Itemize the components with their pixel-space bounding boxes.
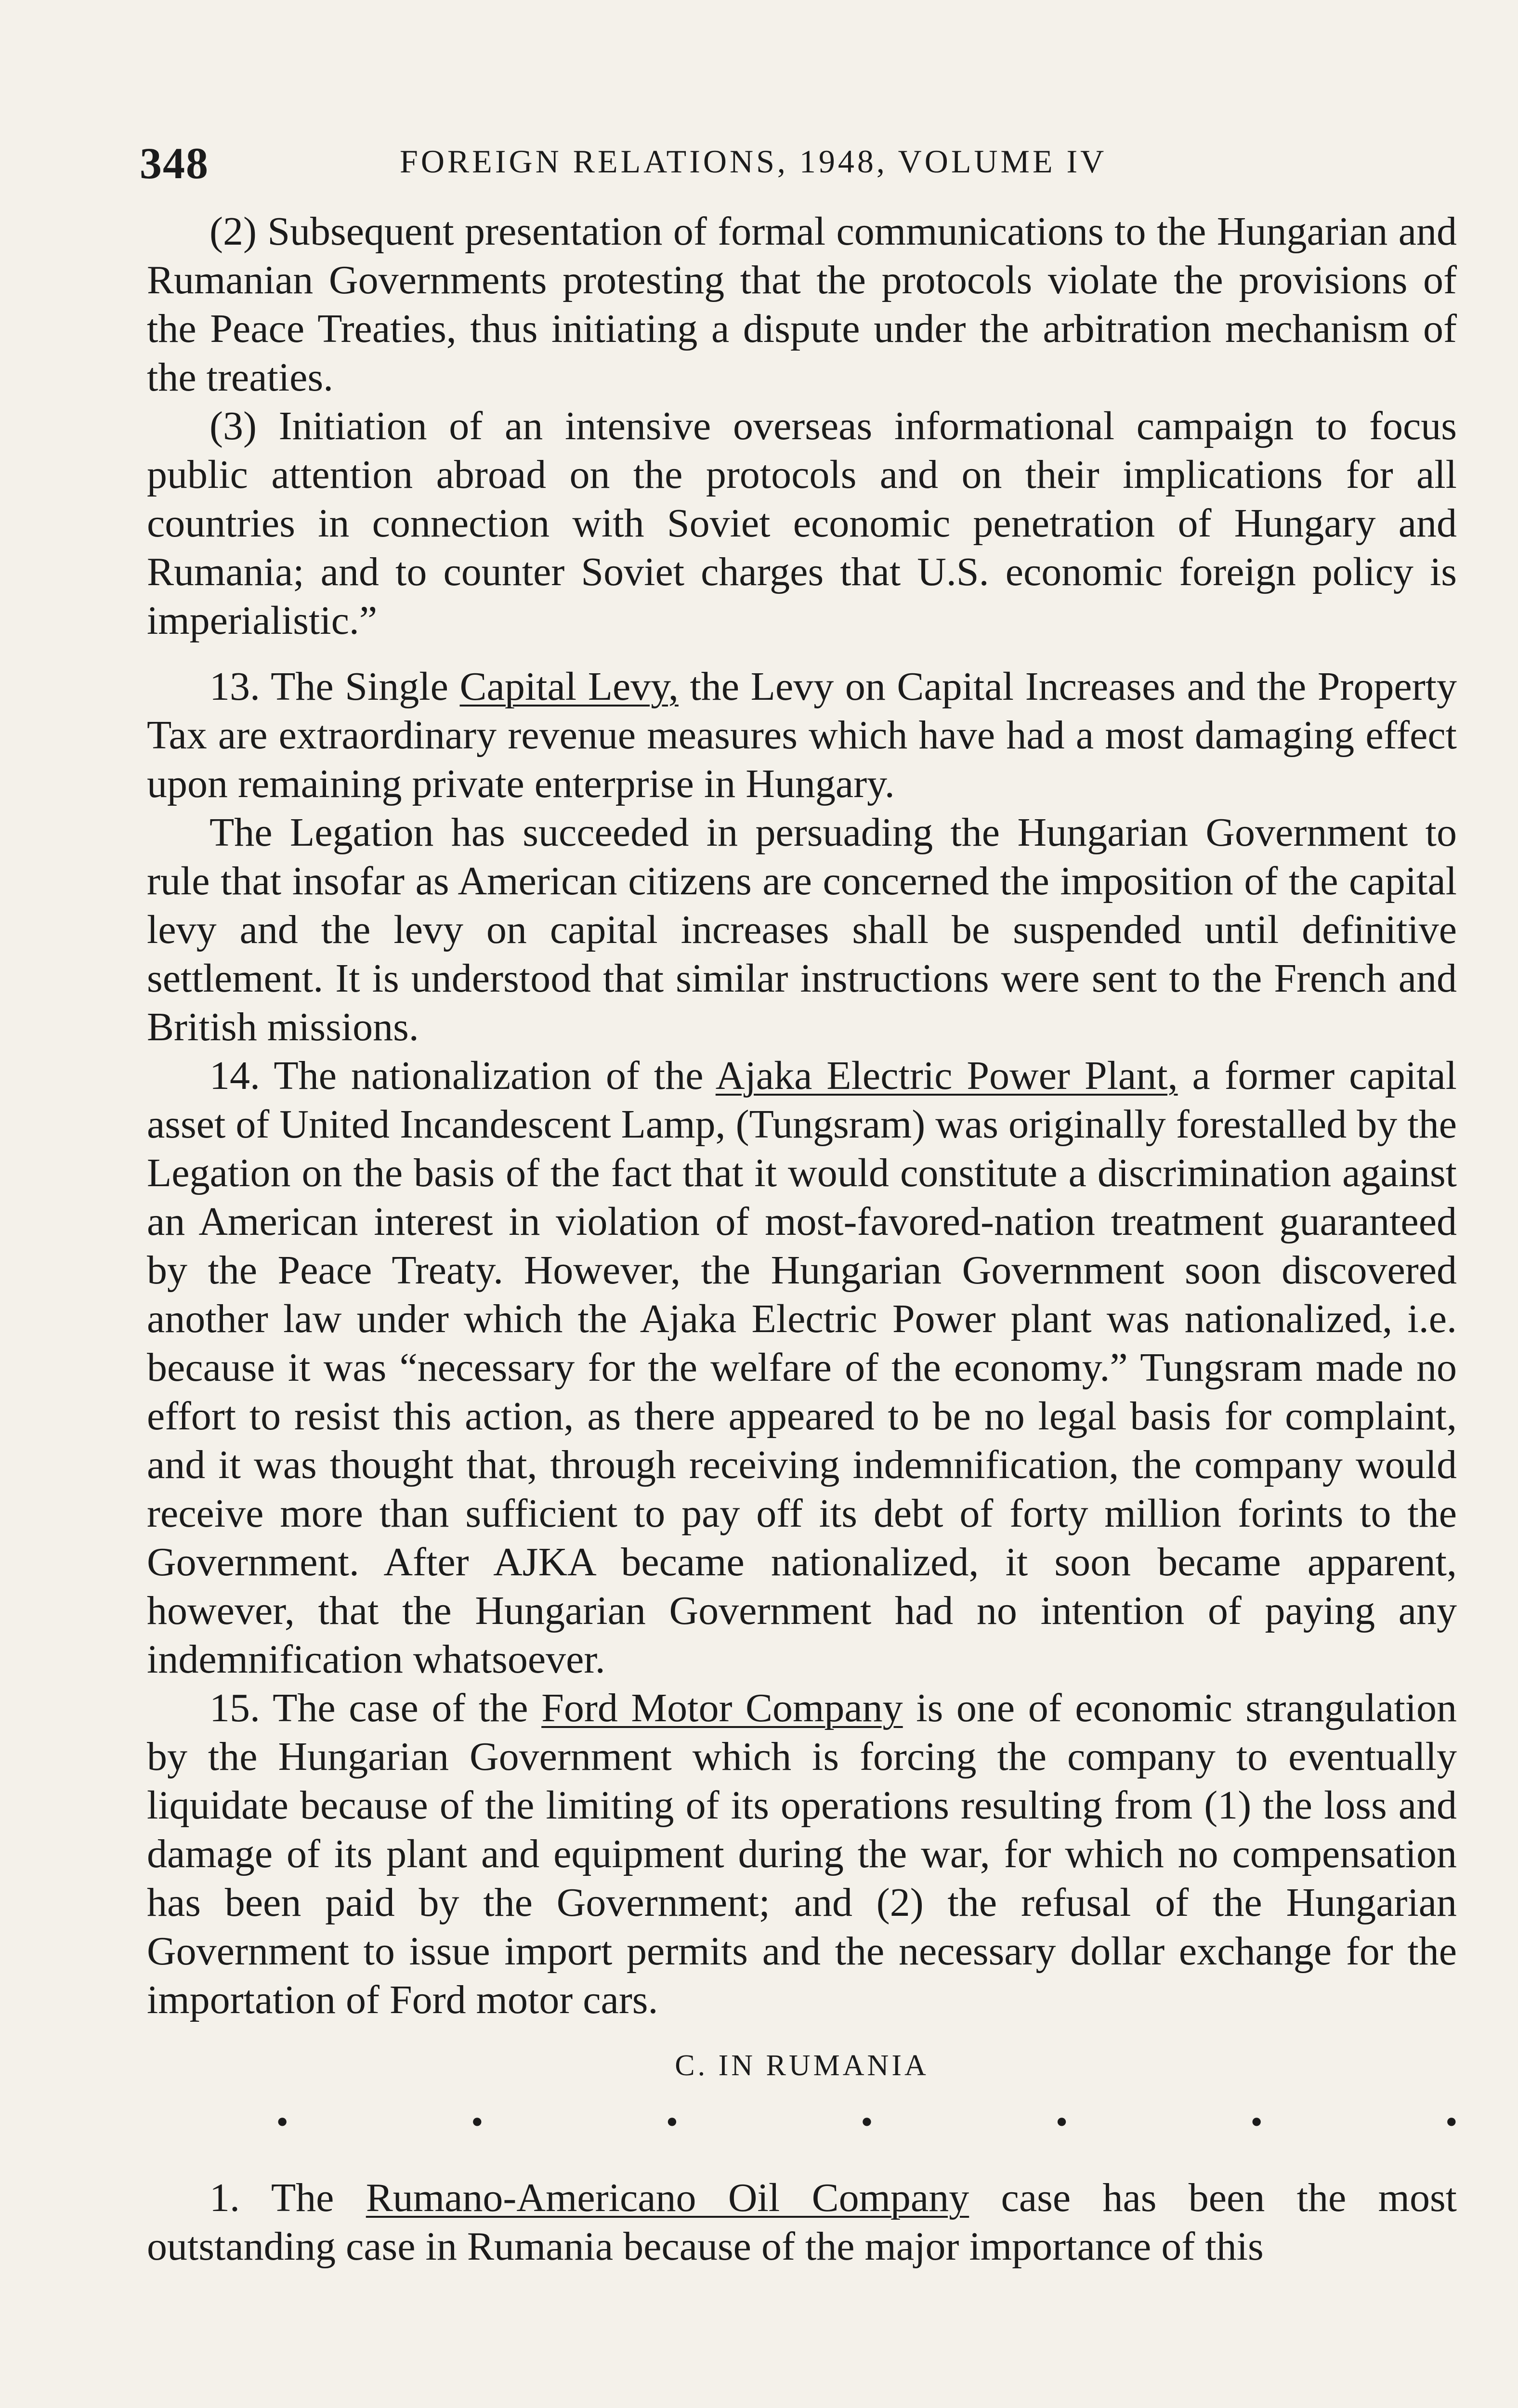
ellipsis-dot: • bbox=[861, 2105, 873, 2139]
paragraph-14 bbox=[147, 1051, 1457, 1684]
paragraph-13-underlined: Capital Levy, bbox=[459, 664, 679, 709]
ellipsis-dot: • bbox=[667, 2105, 678, 2139]
paragraph-14-lead: 14. The nationalization of the bbox=[209, 1053, 716, 1098]
paragraph-15 bbox=[147, 1684, 1457, 2024]
paragraph-15-rest: is one of economic strangulation by the Hungarian Government which is forcing the company to eventually liquidate because of the limiting of its operations resulting from (1) the loss and damage of its plant and equipment during the war, for which no compensation has been paid by the Government; and (2) the refusal of the Hungarian Government to issue import permits and the necessary dollar exchange for the importation of Ford motor cars. bbox=[147, 1686, 1457, 2022]
paragraph-13-rest: the Levy on Capital Increases and the Property Tax are extraordinary revenue measures which have had a most damaging effect upon remaining private enterprise in Hungary. bbox=[147, 664, 1457, 806]
paragraph-15-underlined: Ford Motor Company bbox=[541, 1686, 903, 1730]
ellipsis-dot: • bbox=[1056, 2105, 1067, 2139]
paragraph-rumania-1-rest: case has been the most outstanding case in Rumania because of the major importance of this bbox=[147, 2175, 1457, 2269]
paragraph-item-3: (3) Initiation of an intensive overseas informational campaign to focus public attention abroad on the protocols and on their implications for all countries in connection with Soviet economic penetration of Hungary and Rumania; and to counter Soviet charges that U.S. economic foreign policy is imperialistic.” bbox=[147, 404, 1457, 643]
paragraph-14-underlined: Ajaka Electric Power Plant, bbox=[715, 1053, 1178, 1098]
paragraph-14-rest: a former capital asset of United Incandescent Lamp, (Tungsram) was originally forestalled by the Legation on the basis of the fact that it would constitute a discrimination against an American interest in violation of most-favored-nation treatment guaranteed by the Peace Treaty. However, the Hungarian Government soon discovered another law under which the Ajaka Electric Power plant was nationalized, i.e. because it was “necessary for the welfare of the economy.” Tungsram made no effort to resist this action, as there appeared to be no legal basis for complaint, and it was thought that, through receiving indemnification, the company would receive more than sufficient to pay off its debt of forty million forints to the Government. After AJKA became nationalized, it soon became apparent, however, that the Hungarian Government had no intention of paying any indemnification whatsoever. bbox=[147, 1053, 1457, 1682]
paragraph-item-2: (2) Subsequent presentation of formal communications to the Hungarian and Rumanian Governments protesting that the protocols violate the provisions of the Peace Treaties, thus initiating a dispute under the arbitration mechanism of the treaties. bbox=[147, 209, 1457, 400]
paragraph-rumania-1-lead: 1. The bbox=[209, 2175, 366, 2220]
paragraph-legation: The Legation has succeeded in persuading the Hungarian Government to rule that insofar as American citizens are concerned the imposition of the capital levy and the levy on capital increases shall be suspended until definitive settlement. It is understood that similar instructions were sent to the French and British missions. bbox=[147, 810, 1457, 1049]
paragraph-13-lead: 13. The Single bbox=[209, 664, 460, 709]
ellipsis-dot: • bbox=[1251, 2105, 1262, 2139]
ellipsis-dot: • bbox=[471, 2105, 483, 2139]
ellipsis-row bbox=[277, 2104, 1457, 2140]
page-number: 348 bbox=[140, 139, 209, 188]
page-body bbox=[147, 207, 1457, 2271]
paragraph-rumania-1 bbox=[147, 2173, 1457, 2271]
running-head: FOREIGN RELATIONS, 1948, VOLUME IV bbox=[400, 143, 1107, 180]
section-heading: C. IN RUMANIA bbox=[675, 2049, 929, 2082]
paragraph-13 bbox=[147, 662, 1457, 808]
paragraph-rumania-1-underlined: Rumano-Americano Oil Company bbox=[366, 2175, 969, 2220]
page-header bbox=[140, 138, 1440, 191]
ellipsis-dot: • bbox=[277, 2105, 288, 2139]
ellipsis-dot: • bbox=[1446, 2105, 1457, 2139]
paragraph-15-lead: 15. The case of the bbox=[209, 1686, 542, 1730]
